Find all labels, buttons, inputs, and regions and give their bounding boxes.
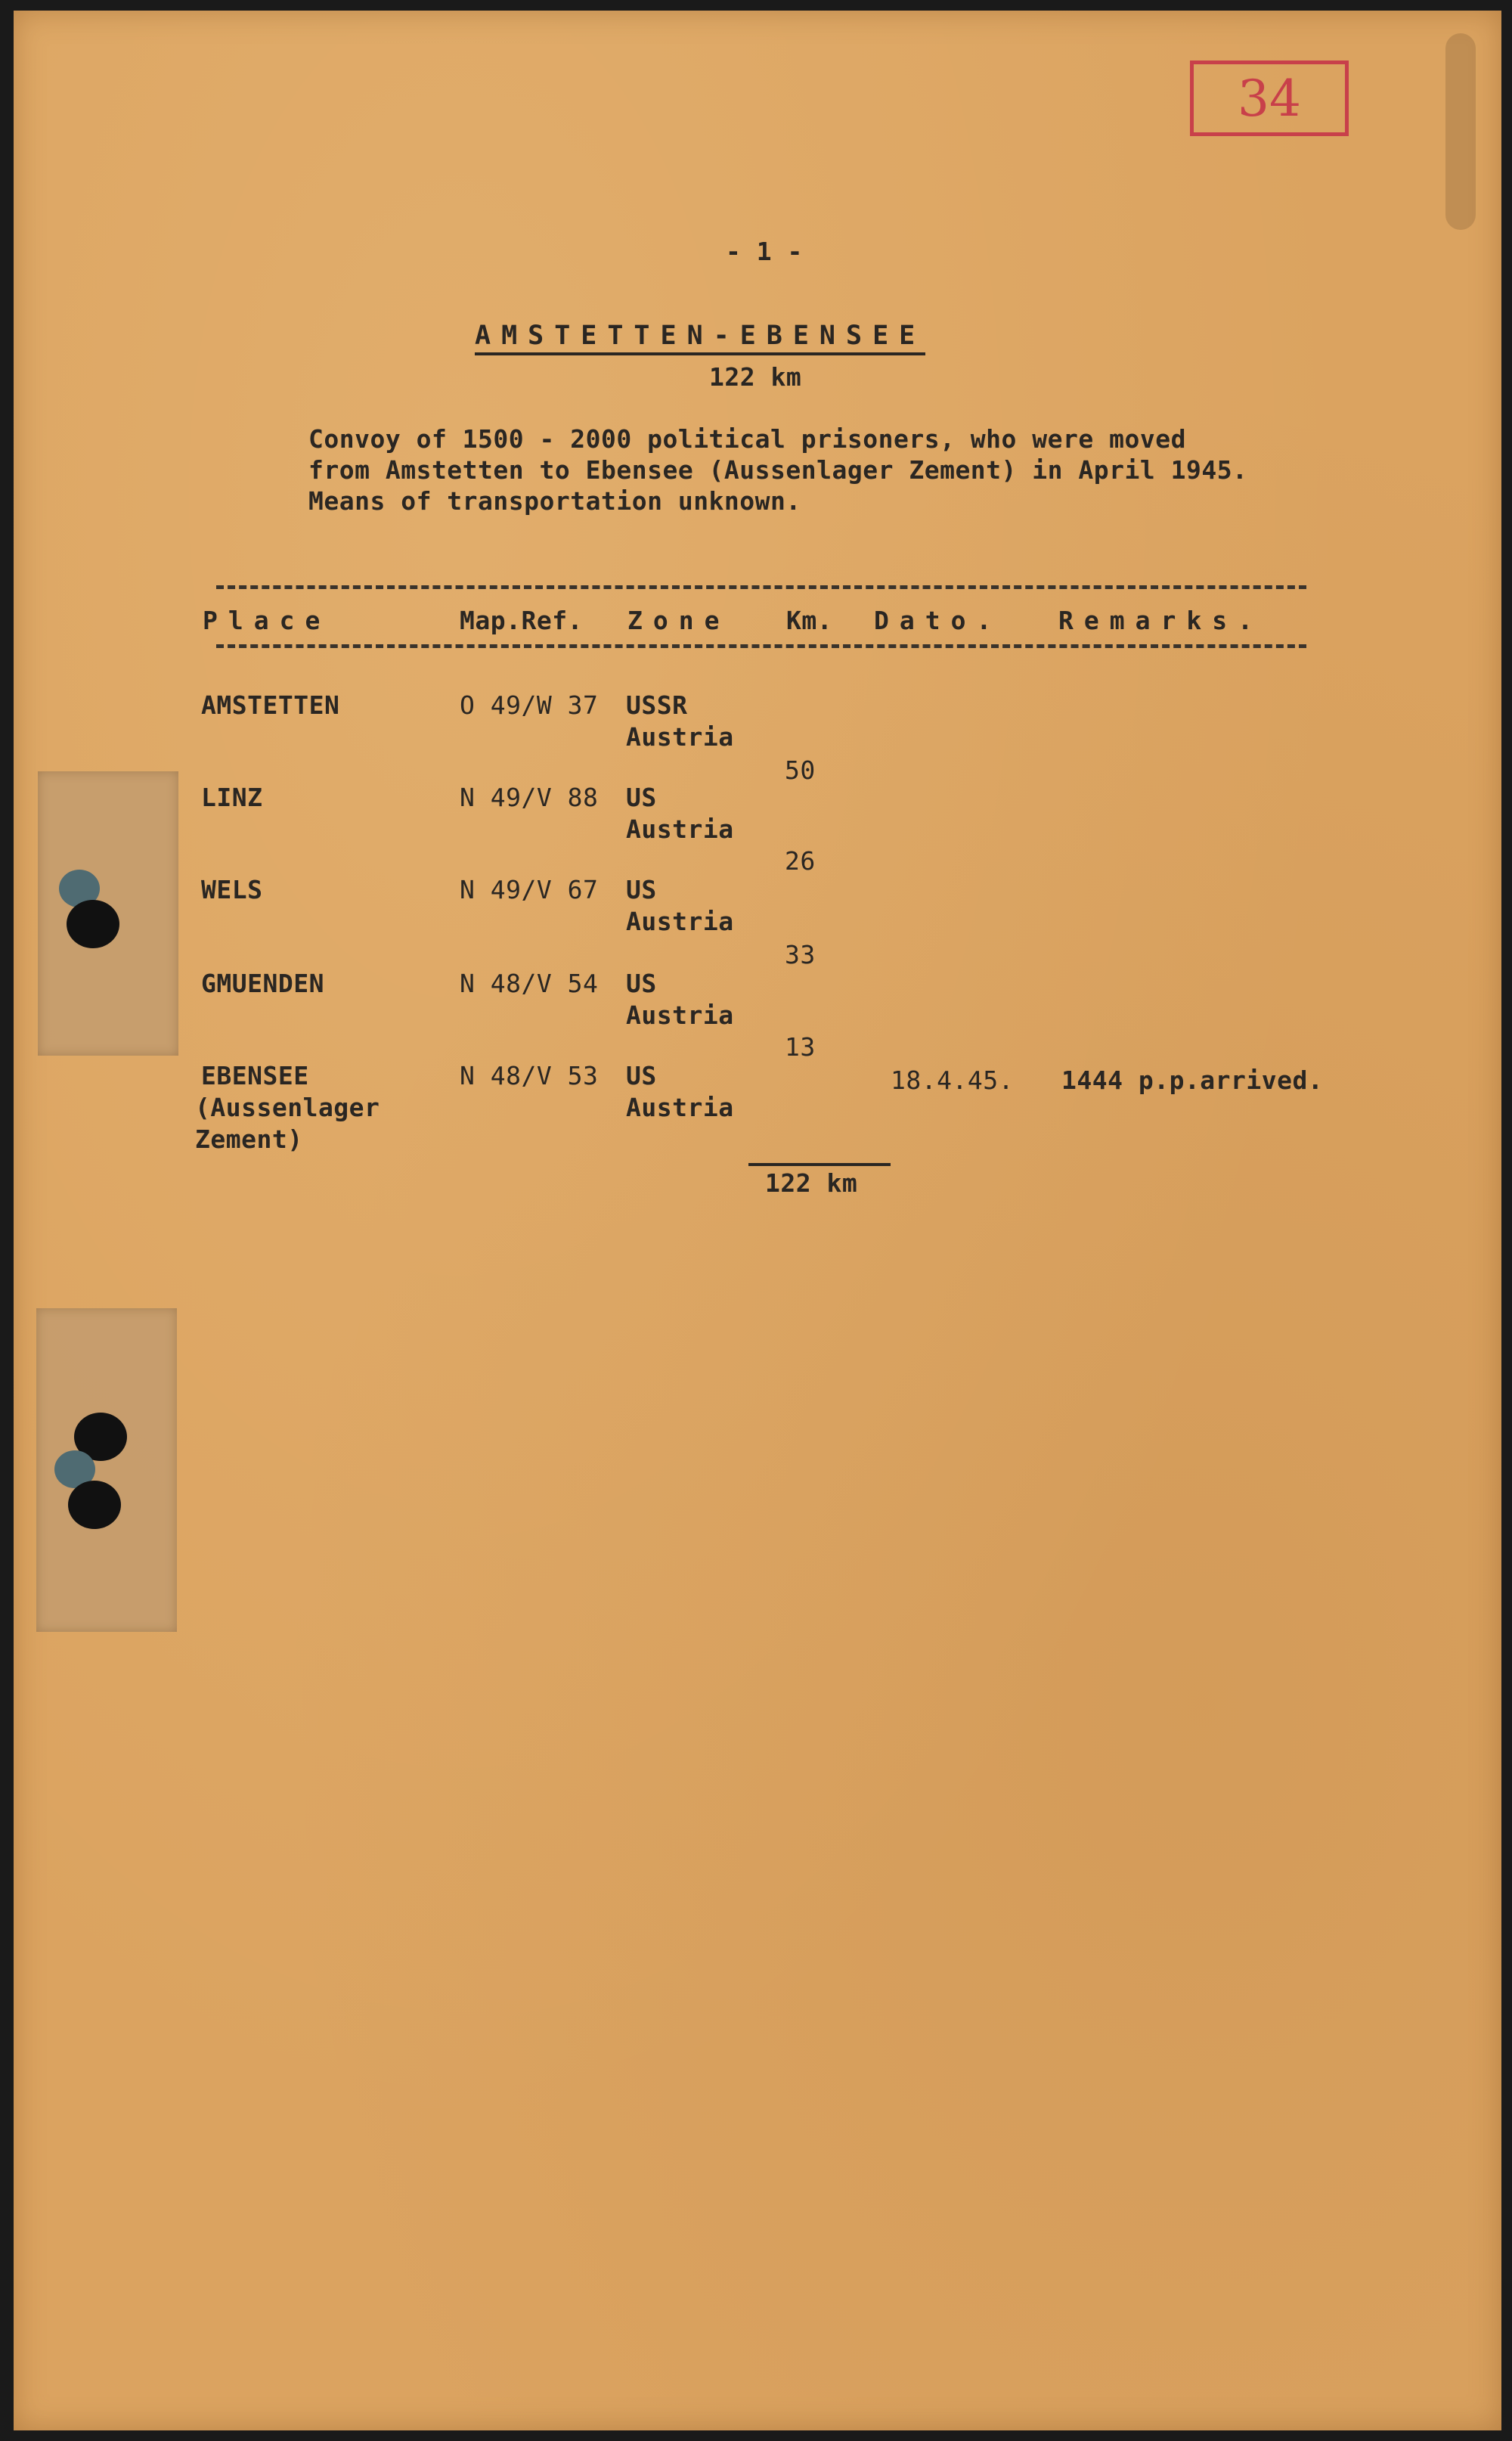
intro-line: Means of transportation unknown.	[308, 486, 801, 516]
row-zone: USSR	[626, 690, 688, 720]
paper-stain	[1445, 33, 1476, 230]
row-place-line: Zement)	[195, 1124, 303, 1154]
row-country: Austria	[626, 1093, 734, 1122]
row-map-ref: O 49/W 37	[460, 690, 599, 720]
row-place: AMSTETTEN	[201, 690, 340, 720]
row-country: Austria	[626, 907, 734, 936]
row-place-line: (Aussenlager	[195, 1093, 380, 1122]
row-zone: US	[626, 783, 657, 812]
page-marker: - 1 -	[726, 237, 803, 266]
row-zone: US	[626, 1061, 657, 1090]
row-country: Austria	[626, 722, 734, 752]
intro-line: Convoy of 1500 - 2000 political prisoners, who were moved	[308, 424, 1186, 454]
row-place: LINZ	[201, 783, 263, 812]
header-km: Km.	[786, 606, 833, 635]
header-map-ref: Map.Ref.	[460, 606, 583, 635]
sum-rule	[748, 1163, 891, 1166]
table-top-rule	[216, 585, 1306, 589]
row-country: Austria	[626, 814, 734, 844]
row-place: WELS	[201, 875, 263, 904]
header-dato: Dato.	[874, 606, 1002, 635]
row-country: Austria	[626, 1000, 734, 1030]
punch-hole	[68, 1481, 121, 1529]
row-remarks: 1444 p.p.arrived.	[1061, 1065, 1324, 1095]
document-title: AMSTETTEN-EBENSEE	[475, 321, 925, 355]
segment-distance: 50	[785, 755, 816, 785]
row-map-ref: N 48/V 54	[460, 969, 599, 998]
intro-line: from Amstetten to Ebensee (Aussenlager Zement) in April 1945.	[308, 455, 1248, 485]
row-map-ref: N 49/V 67	[460, 875, 599, 904]
segment-distance: 26	[785, 846, 816, 876]
row-zone: US	[626, 969, 657, 998]
row-map-ref: N 48/V 53	[460, 1061, 599, 1090]
page-number-stamp	[1190, 60, 1349, 136]
punch-hole	[67, 900, 119, 948]
table-header-rule	[216, 644, 1306, 648]
row-place: GMUENDEN	[201, 969, 324, 998]
header-remarks: Remarks.	[1058, 606, 1263, 635]
document-page	[14, 11, 1501, 2430]
total-distance: 122 km	[765, 1168, 858, 1198]
header-place: Place	[203, 606, 331, 635]
row-dato: 18.4.45.	[891, 1065, 1014, 1095]
total-distance-heading: 122 km	[709, 362, 802, 392]
header-zone: Zone	[627, 606, 730, 635]
row-place: EBENSEE	[201, 1061, 309, 1090]
segment-distance: 13	[785, 1032, 816, 1062]
row-map-ref: N 49/V 88	[460, 783, 599, 812]
stamp-number: 34	[1238, 69, 1301, 128]
segment-distance: 33	[785, 940, 816, 969]
row-zone: US	[626, 875, 657, 904]
